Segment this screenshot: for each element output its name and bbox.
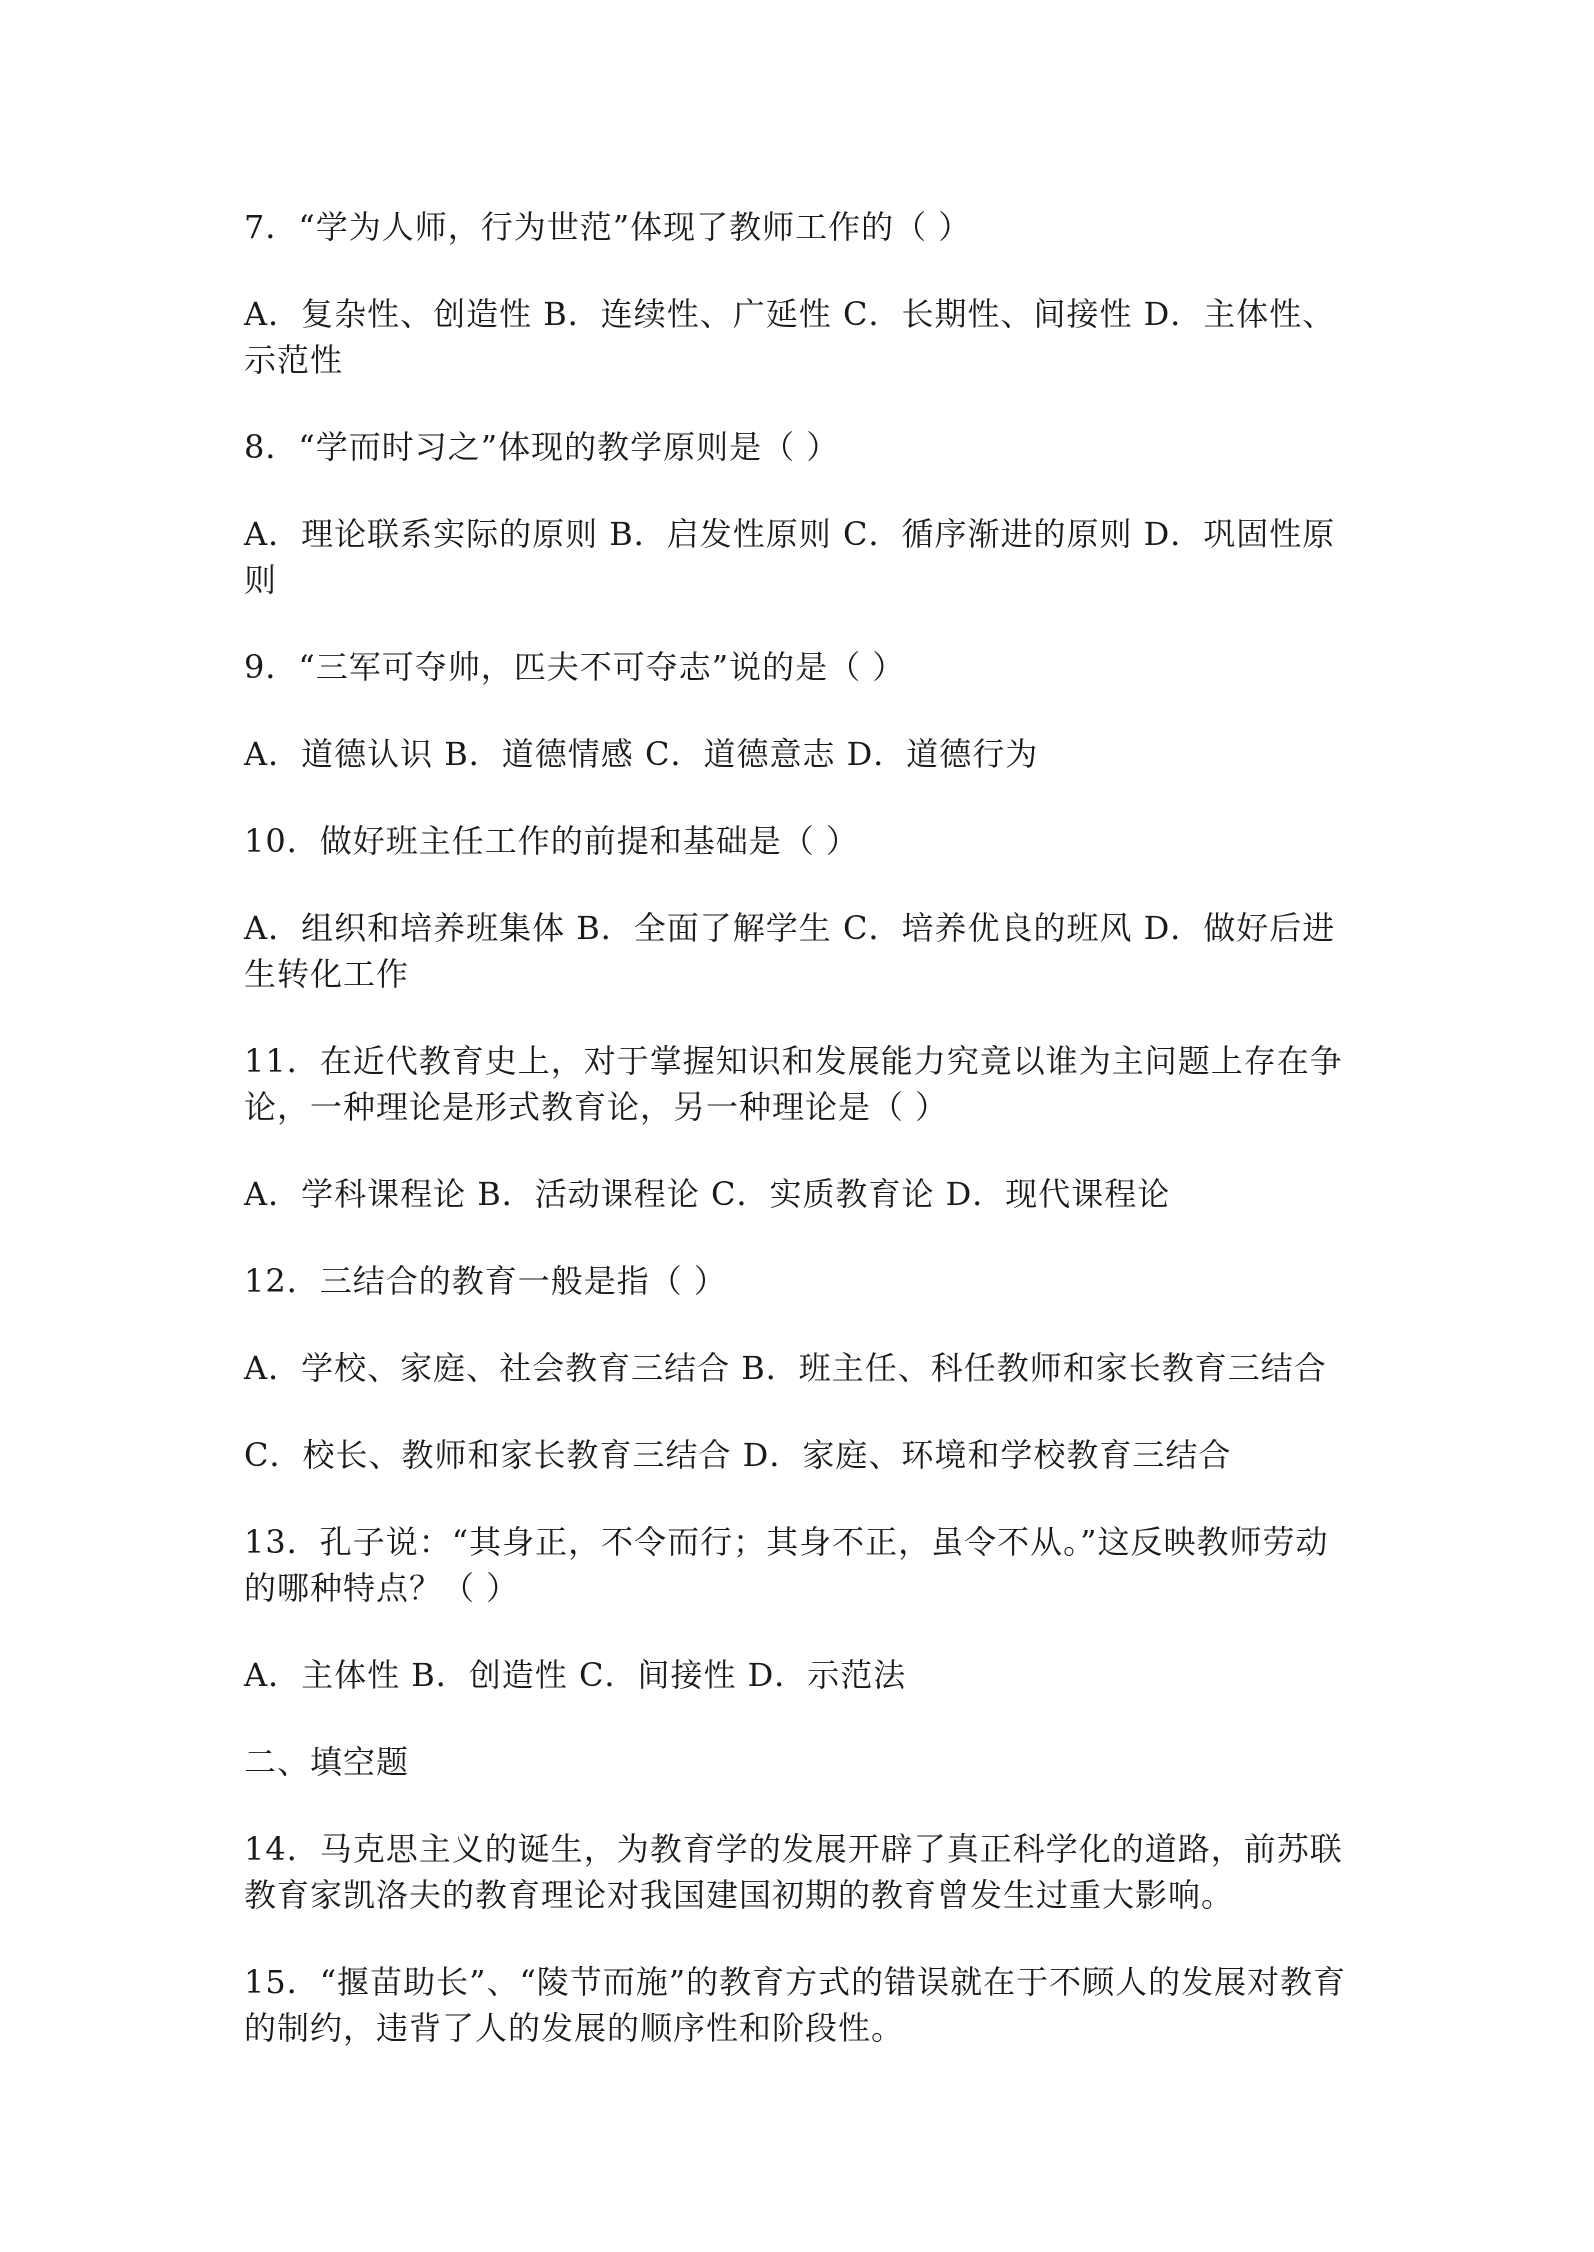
question-14: 14．马克思主义的诞生，为教育学的发展开辟了真正科学化的道路，前苏联教育家凯洛夫的教育理论对我国建国初期的教育曾发生过重大影响。 xyxy=(244,1830,1343,1914)
question-13: 13．孔子说：“其身正，不令而行；其身不正，虽令不从。”这反映教师劳动的哪种特点？（ ） xyxy=(244,1523,1329,1607)
question-12-options-ab: A．学校、家庭、社会教育三结合 B．班主任、科任教师和家长教育三结合 xyxy=(244,1349,1327,1387)
question-12-options-cd: C．校长、教师和家长教育三结合 D．家庭、环境和学校教育三结合 xyxy=(244,1436,1232,1474)
question-10-options: A．组织和培养班集体 B．全面了解学生 C．培养优良的班风 D．做好后进生转化工作 xyxy=(244,909,1336,993)
question-11: 11．在近代教育史上，对于掌握知识和发展能力究竟以谁为主问题上存在争论，一种理论是形式教育论，另一种理论是（ ） xyxy=(244,1042,1343,1126)
section-heading-fill-in: 二、填空题 xyxy=(244,1743,410,1781)
question-9-options: A．道德认识 B．道德情感 C．道德意志 D．道德行为 xyxy=(244,735,1039,773)
question-7-options: A．复杂性、创造性 B．连续性、广延性 C．长期性、间接性 D．主体性、示范性 xyxy=(244,295,1336,379)
question-8-options: A．理论联系实际的原则 B．启发性原则 C．循序渐进的原则 D．巩固性原则 xyxy=(244,515,1336,599)
question-8: 8．“学而时习之”体现的教学原则是（ ） xyxy=(244,428,840,466)
question-12: 12．三结合的教育一般是指（ ） xyxy=(244,1262,727,1300)
question-10: 10．做好班主任工作的前提和基础是（ ） xyxy=(244,822,859,860)
document-body xyxy=(244,204,1350,2092)
question-13-options: A．主体性 B．创造性 C．间接性 D．示范法 xyxy=(244,1656,907,1694)
question-15: 15．“揠苗助长”、“陵节而施”的教育方式的错误就在于不顾人的发展对教育的制约，违背了人的发展的顺序性和阶段性。 xyxy=(244,1963,1347,2047)
question-9: 9．“三军可夺帅，匹夫不可夺志”说的是（ ） xyxy=(244,648,906,686)
question-7: 7．“学为人师，行为世范”体现了教师工作的（ ） xyxy=(244,208,972,246)
question-11-options: A．学科课程论 B．活动课程论 C．实质教育论 D．现代课程论 xyxy=(244,1175,1171,1213)
